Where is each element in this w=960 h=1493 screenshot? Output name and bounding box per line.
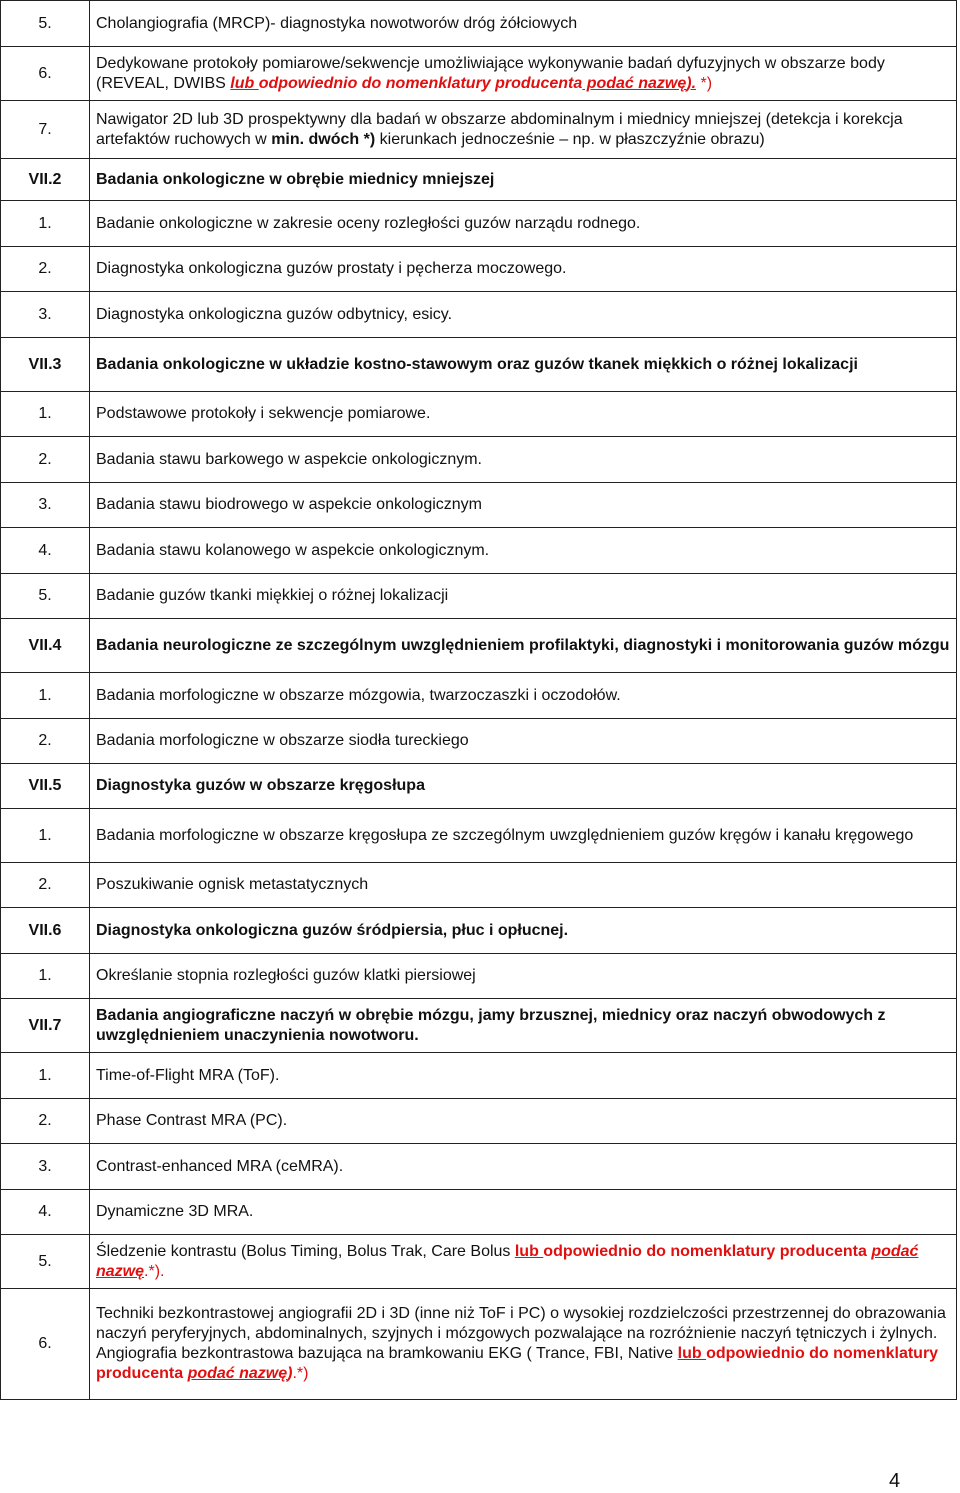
row-number: 3. [1, 292, 90, 338]
row-number: 5. [1, 1235, 90, 1289]
text-segment: Nawigator 2D lub 3D prospektywny dla badań w obszarze abdominalnym i miednicy mniejszej (detekcja i korekcja artefaktów ruchowych w [96, 110, 903, 148]
table-row [1, 908, 957, 954]
table-row [1, 1053, 957, 1099]
table-row [1, 863, 957, 908]
row-number: 2. [1, 1099, 90, 1144]
table-row [1, 764, 957, 809]
table-row [1, 1289, 957, 1400]
table-row [1, 392, 957, 437]
table-row [1, 1144, 957, 1190]
row-text: Badania stawu kolanowego w aspekcie onkologicznym. [90, 528, 957, 574]
table-row [1, 809, 957, 863]
row-text: Poszukiwanie ognisk metastatycznych [90, 863, 957, 908]
table-row [1, 201, 957, 247]
text-segment: Dedykowane protokoły pomiarowe/sekwencje umożliwiające wykonywanie badań dyfuzyjnych w obszarze body (REVEAL, DWIBS [96, 54, 885, 92]
row-number: 7. [1, 101, 90, 159]
text-segment: lub [677, 1345, 707, 1362]
section-number: VII.4 [1, 619, 90, 673]
text-segment: *) [696, 74, 713, 92]
text-segment: .*). [144, 1262, 165, 1280]
row-text: Diagnostyka onkologiczna guzów odbytnicy, esicy. [90, 292, 957, 338]
table-row [1, 1099, 957, 1144]
table-row [1, 954, 957, 999]
row-number: 3. [1, 483, 90, 528]
section-title: Badania onkologiczne w obrębie miednicy mniejszej [90, 159, 957, 201]
text-segment: odpowiednio do nomenklatury producenta [258, 74, 583, 92]
text-segment: lub [230, 74, 259, 92]
row-number: 3. [1, 1144, 90, 1190]
row-text: Badania stawu barkowego w aspekcie onkologicznym. [90, 437, 957, 483]
text-segment: ). [686, 74, 697, 92]
table-row [1, 101, 957, 159]
row-number: 5. [1, 1, 90, 47]
table-row [1, 247, 957, 292]
row-number: 2. [1, 247, 90, 292]
table-row [1, 673, 957, 719]
section-title: Badania neurologiczne ze szczególnym uwzględnieniem profilaktyki, diagnostyki i monitorowania guzów mózgu [90, 619, 957, 673]
section-title: Badania onkologiczne w układzie kostno-stawowym oraz guzów tkanek miękkich o różnej lokalizacji [90, 338, 957, 392]
row-number: 2. [1, 863, 90, 908]
row-text: Badania morfologiczne w obszarze mózgowia, twarzoczaszki i oczodołów. [90, 673, 957, 719]
text-segment: Śledzenie kontrastu (Bolus Timing, Bolus Trak, Care Bolus [96, 1242, 515, 1260]
text-segment: odpowiednio do nomenklatury producenta [543, 1242, 872, 1260]
row-number: 4. [1, 1190, 90, 1235]
table-row [1, 619, 957, 673]
section-number: VII.5 [1, 764, 90, 809]
row-text: Badania morfologiczne w obszarze kręgosłupa ze szczególnym uwzględnieniem guzów kręgów i kanału kręgowego [90, 809, 957, 863]
table-row [1, 159, 957, 201]
row-text: Określanie stopnia rozległości guzów klatki piersiowej [90, 954, 957, 999]
row-text: Diagnostyka onkologiczna guzów prostaty i pęcherza moczowego. [90, 247, 957, 292]
row-number: 2. [1, 719, 90, 764]
text-segment: lub [514, 1242, 544, 1260]
row-text [90, 1289, 957, 1400]
table-row [1, 292, 957, 338]
text-segment: podać nazwę [187, 1365, 288, 1382]
table-row [1, 719, 957, 764]
row-number: 1. [1, 392, 90, 437]
row-number: 5. [1, 574, 90, 619]
table-row [1, 338, 957, 392]
row-number: 4. [1, 528, 90, 574]
row-text [90, 1235, 957, 1289]
row-text [90, 47, 957, 101]
text-segment: podać nazwę [582, 74, 687, 92]
section-number: VII.7 [1, 999, 90, 1053]
table-row [1, 47, 957, 101]
row-number: 1. [1, 809, 90, 863]
table-row [1, 528, 957, 574]
section-number: VII.2 [1, 159, 90, 201]
table-row [1, 574, 957, 619]
row-text: Contrast-enhanced MRA (ceMRA). [90, 1144, 957, 1190]
text-segment: Techniki bezkontrastowej angiografii 2D i 3D (inne niż ToF i PC) o wysokiej rozdzielczości przestrzennej do obrazowania naczyń peryferyjnych, abdominalnych, szyjnych i mózgowych pozwalające na rozróżnienie naczyń tętniczych i żylnych. [96, 1305, 946, 1342]
row-text: Phase Contrast MRA (PC). [90, 1099, 957, 1144]
row-number: 1. [1, 201, 90, 247]
text-segment: ) [287, 1365, 293, 1382]
table-row [1, 1235, 957, 1289]
section-title: Diagnostyka onkologiczna guzów śródpiersia, płuc i opłucnej. [90, 908, 957, 954]
text-segment: min. dwóch *) [271, 130, 376, 148]
row-number: 1. [1, 673, 90, 719]
table-row [1, 1190, 957, 1235]
row-text: Dynamiczne 3D MRA. [90, 1190, 957, 1235]
row-text: Cholangiografia (MRCP)- diagnostyka nowotworów dróg żółciowych [90, 1, 957, 47]
row-text [90, 101, 957, 159]
page-number: 4 [889, 1470, 901, 1492]
row-text: Podstawowe protokoły i sekwencje pomiarowe. [90, 392, 957, 437]
row-number: 1. [1, 1053, 90, 1099]
table-row [1, 483, 957, 528]
row-number: 6. [1, 1289, 90, 1400]
text-segment: .*) [292, 1365, 309, 1382]
table-row [1, 999, 957, 1053]
table-row [1, 437, 957, 483]
row-text: Badanie guzów tkanki miękkiej o różnej lokalizacji [90, 574, 957, 619]
row-number: 1. [1, 954, 90, 999]
text-segment: kierunkach jednocześnie – np. w płaszczyźnie obrazu) [375, 130, 765, 148]
row-text: Badania morfologiczne w obszarze siodła tureckiego [90, 719, 957, 764]
row-text: Badania stawu biodrowego w aspekcie onkologicznym [90, 483, 957, 528]
text-segment: podać nazwę [96, 1242, 919, 1280]
section-number: VII.3 [1, 338, 90, 392]
row-number: 2. [1, 437, 90, 483]
section-title: Badania angiograficzne naczyń w obrębie mózgu, jamy brzusznej, miednicy oraz naczyń obwodowych z uwzględnieniem unaczynienia nowotworu. [90, 999, 957, 1053]
row-text: Badanie onkologiczne w zakresie oceny rozległości guzów narządu rodnego. [90, 201, 957, 247]
text-segment: Angiografia bezkontrastowa bazująca na bramkowaniu EKG ( Trance, FBI, Native [96, 1345, 678, 1362]
text-segment: odpowiednio do nomenklatury producenta [96, 1345, 939, 1382]
row-number: 6. [1, 47, 90, 101]
table-row [1, 1, 957, 47]
row-text: Time-of-Flight MRA (ToF). [90, 1053, 957, 1099]
section-title: Diagnostyka guzów w obszarze kręgosłupa [90, 764, 957, 809]
section-number: VII.6 [1, 908, 90, 954]
